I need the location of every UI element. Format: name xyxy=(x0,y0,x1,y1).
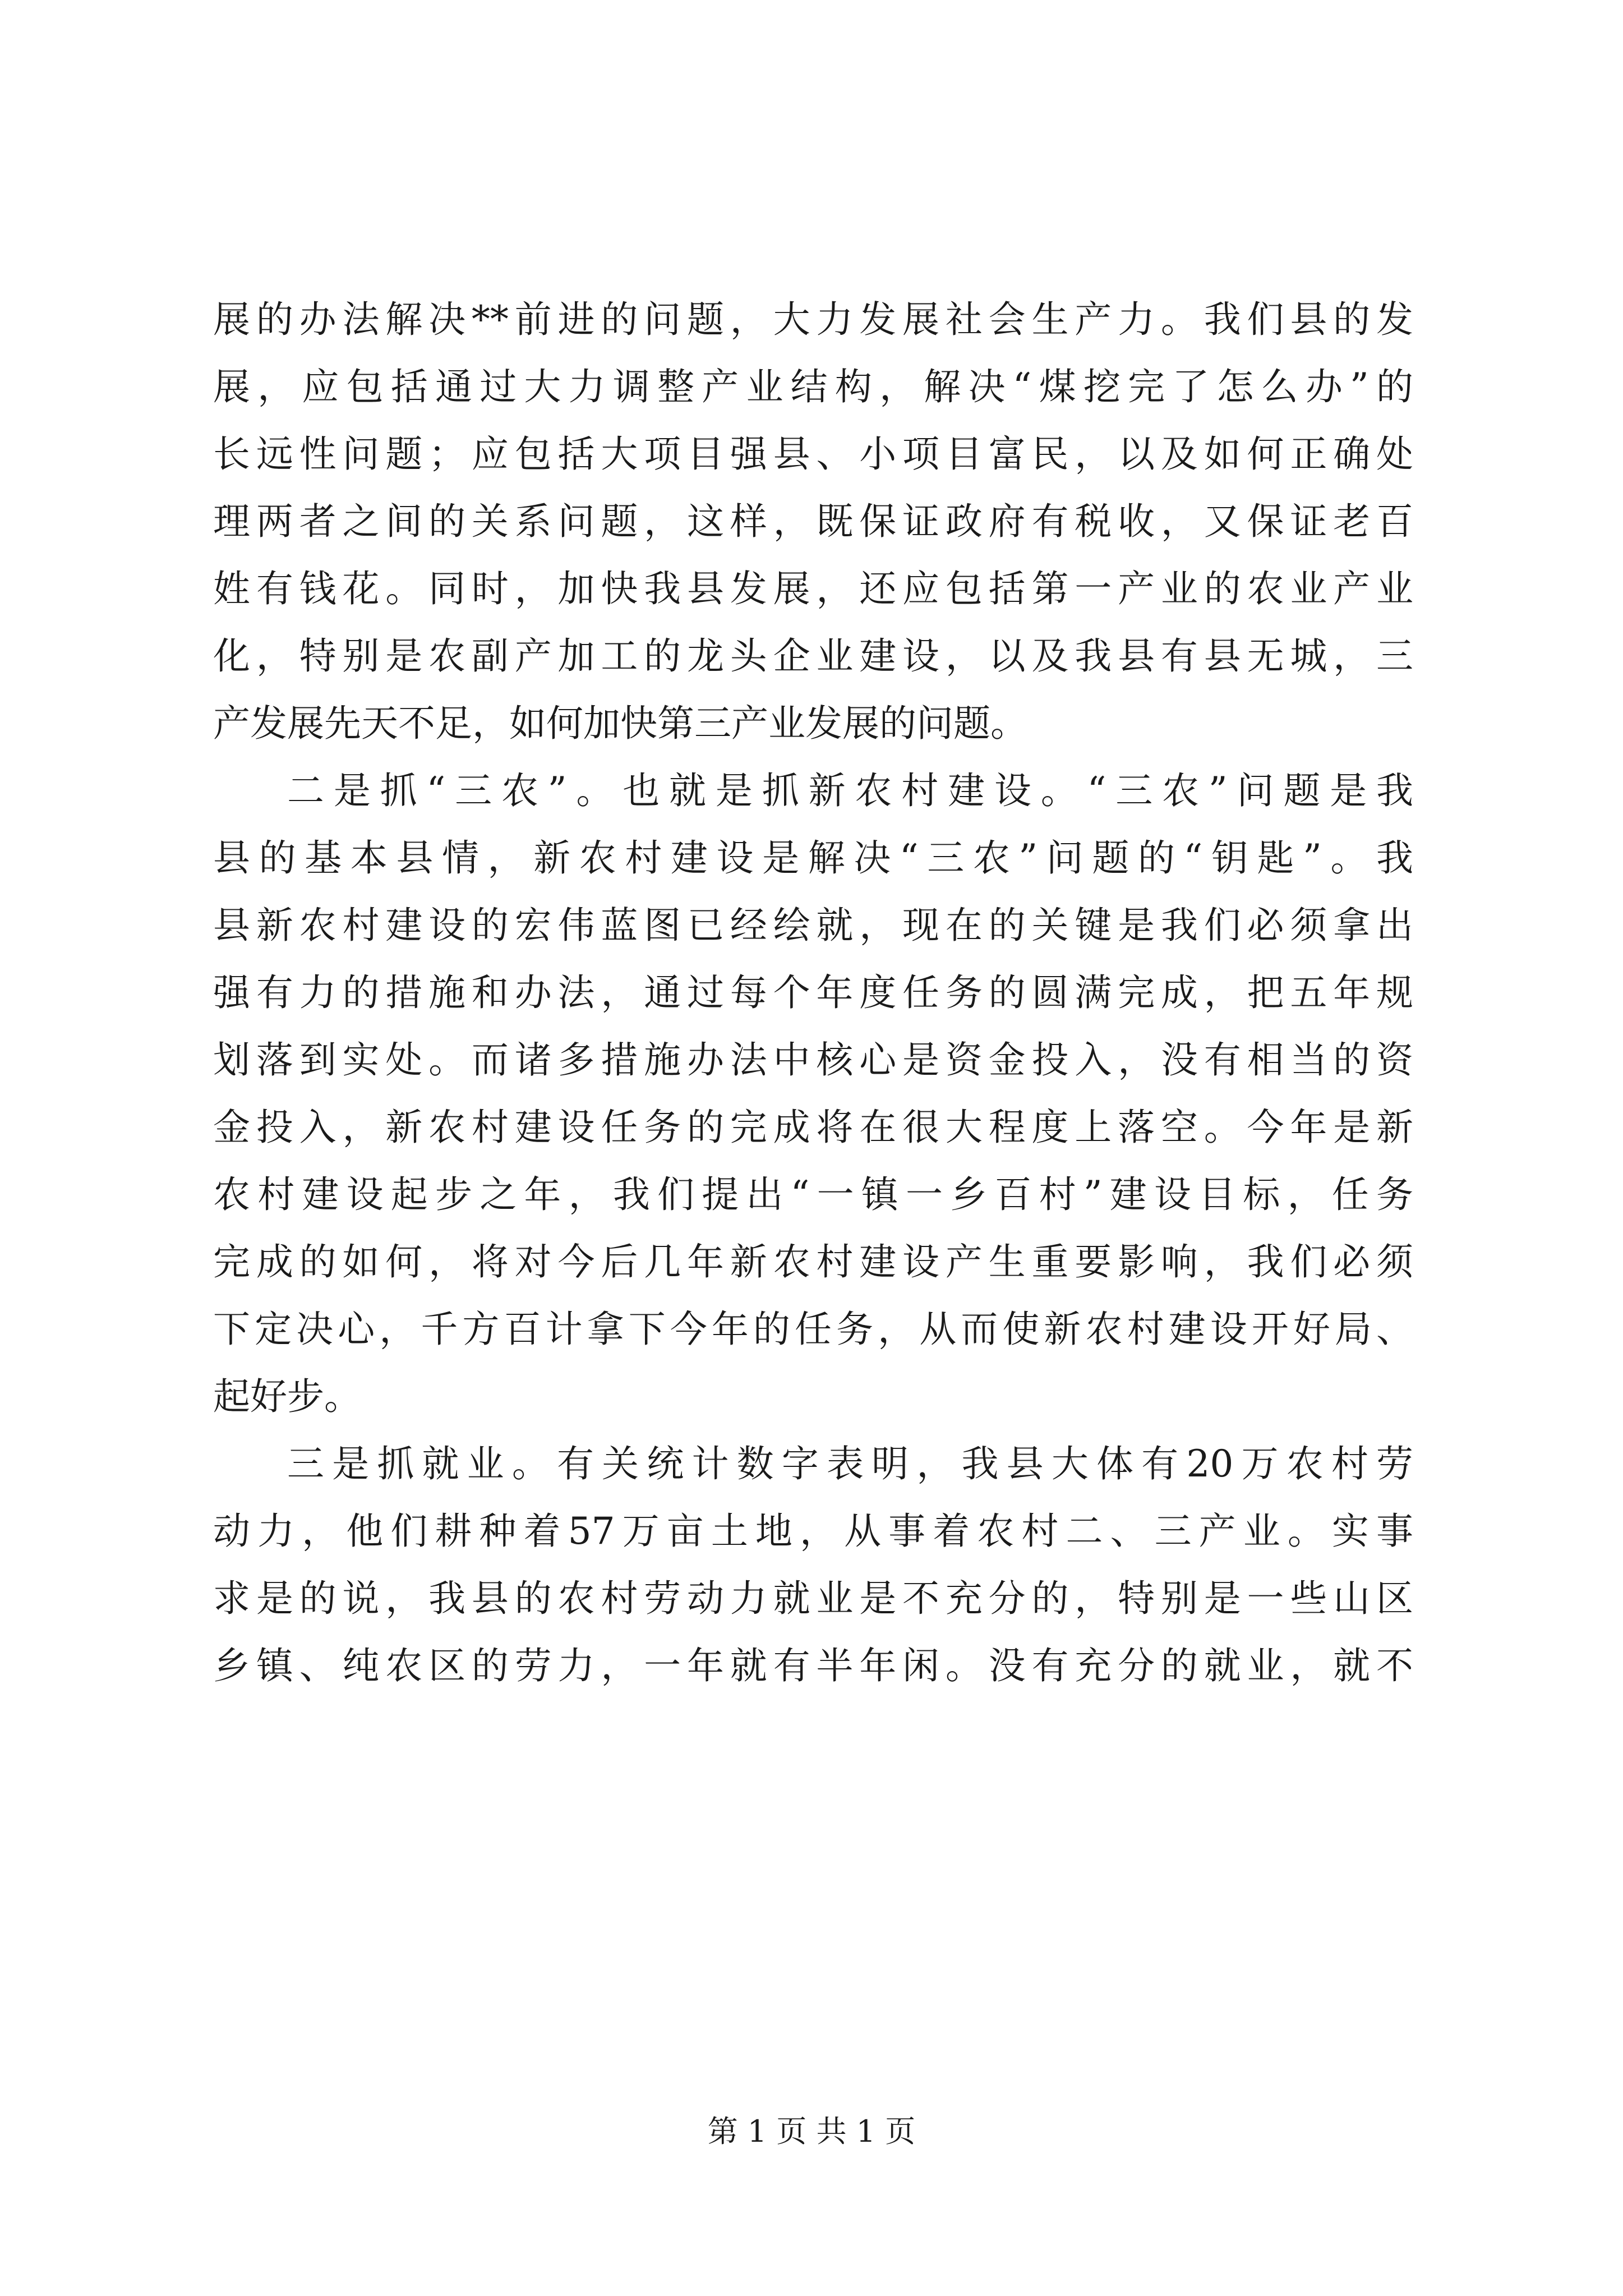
text-line: 县的基本县情，新农村建设是解决“三农”问题的“钥匙”。我 xyxy=(213,836,1413,880)
text-line: 下定决心，千方百计拿下今年的任务，从而使新农村建设开好局、 xyxy=(213,1308,1413,1351)
text-line: 展，应包括通过大力调整产业结构，解决“煤挖完了怎么办”的 xyxy=(213,365,1413,408)
text-line: 起好步。 xyxy=(213,1375,361,1418)
text-line: 完成的如何，将对今后几年新农村建设产生重要影响，我们必须 xyxy=(213,1240,1413,1283)
body-text xyxy=(213,286,1413,1700)
text-line: 乡镇、纯农区的劳力，一年就有半年闲。没有充分的就业，就不 xyxy=(213,1644,1413,1687)
text-line: 二是抓“三农”。也就是抓新农村建设。“三农”问题是我 xyxy=(287,769,1413,812)
text-line: 动力，他们耕种着57万亩土地，从事着农村二、三产业。实事 xyxy=(213,1510,1413,1553)
text-line: 农村建设起步之年，我们提出“一镇一乡百村”建设目标，任务 xyxy=(213,1173,1413,1216)
text-line: 三是抓就业。有关统计数字表明，我县大体有20万农村劳 xyxy=(287,1442,1413,1485)
text-line: 长远性问题；应包括大项目强县、小项目富民，以及如何正确处 xyxy=(213,432,1413,476)
text-line: 县新农村建设的宏伟蓝图已经绘就，现在的关键是我们必须拿出 xyxy=(213,904,1413,947)
text-line: 展的办法解决**前进的问题，大力发展社会生产力。我们县的发 xyxy=(213,298,1413,341)
text-line: 化，特别是农副产加工的龙头企业建设，以及我县有县无城，三 xyxy=(213,634,1413,678)
text-line: 强有力的措施和办法，通过每个年度任务的圆满完成，把五年规 xyxy=(213,971,1413,1014)
text-line: 姓有钱花。同时，加快我县发展，还应包括第一产业的农业产业 xyxy=(213,567,1413,610)
text-line: 划落到实处。而诸多措施办法中核心是资金投入，没有相当的资 xyxy=(213,1038,1413,1082)
page-footer xyxy=(0,2112,1623,2151)
page-number: 第 1 页 共 1 页 xyxy=(707,2114,916,2149)
text-line: 理两者之间的关系问题，这样，既保证政府有税收，又保证老百 xyxy=(213,500,1413,543)
text-line: 产发展先天不足，如何加快第三产业发展的问题。 xyxy=(213,702,1027,745)
text-line: 金投入，新农村建设任务的完成将在很大程度上落空。今年是新 xyxy=(213,1106,1413,1149)
text-line: 求是的说，我县的农村劳动力就业是不充分的，特别是一些山区 xyxy=(213,1577,1413,1620)
